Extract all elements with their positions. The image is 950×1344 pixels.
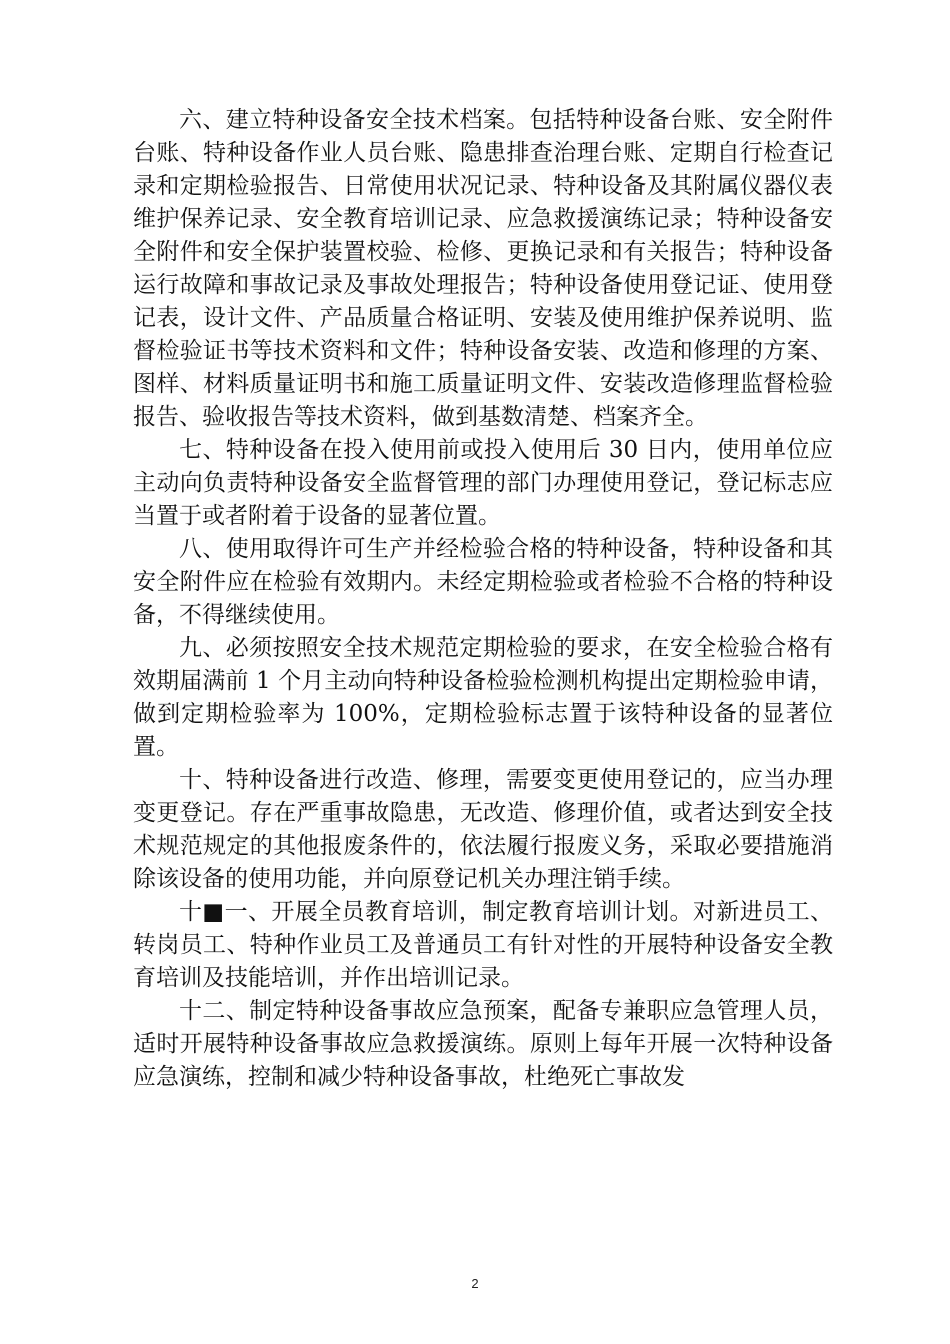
paragraph-10: 十、特种设备进行改造、修理，需要变更使用登记的，应当办理变更登记。存在严重事故隐患，无改造、修理价值，或者达到安全技术规范规定的其他报废条件的，依法履行报废义务，采取必要措施消除该设备的使用功能，并向原登记机关办理注销手续。 (133, 767, 833, 892)
page-number: 2 (471, 1276, 479, 1291)
paragraph-6: 六、建立特种设备安全技术档案。包括特种设备台账、安全附件台账、特种设备作业人员台账、隐患排查治理台账、定期自行检查记录和定期检验报告、日常使用状况记录、特种设备及其附属仪器仪表维护保养记录、安全教育培训记录、应急救援演练记录；特种设备安全附件和安全保护装置校验、检修、更换记录和有关报告；特种设备运行故障和事故记录及事故处理报告；特种设备使用登记证、使用登记表，设计文件、产品质量合格证明、安装及使用维护保养说明、监督检验证书等技术资料和文件；特种设备安装、改造和修理的方案、图样、材料质量证明书和施工质量证明文件、安装改造修理监督检验报告、验收报告等技术资料，做到基数清楚、档案齐全。 (133, 107, 833, 430)
paragraph-11: 十■一、开展全员教育培训，制定教育培训计划。对新进员工、转岗员工、特种作业员工及普通员工有针对性的开展特种设备安全教育培训及技能培训，并作出培训记录。 (133, 899, 833, 991)
document-body (133, 104, 833, 1094)
paragraph-9: 九、必须按照安全技术规范定期检验的要求，在安全检验合格有效期届满前 1 个月主动向特种设备检验检测机构提出定期检验申请，做到定期检验率为 100%，定期检验标志置于该特种设备的显著位置。 (133, 635, 833, 760)
paragraph-12: 十二、制定特种设备事故应急预案，配备专兼职应急管理人员，适时开展特种设备事故应急救援演练。原则上每年开展一次特种设备应急演练，控制和减少特种设备事故，杜绝死亡事故发 (133, 998, 833, 1090)
paragraph-8: 八、使用取得许可生产并经检验合格的特种设备，特种设备和其安全附件应在检验有效期内。未经定期检验或者检验不合格的特种设备，不得继续使用。 (133, 536, 833, 628)
paragraph-7: 七、特种设备在投入使用前或投入使用后 30 日内，使用单位应主动向负责特种设备安全监督管理的部门办理使用登记，登记标志应当置于或者附着于设备的显著位置。 (133, 437, 833, 529)
